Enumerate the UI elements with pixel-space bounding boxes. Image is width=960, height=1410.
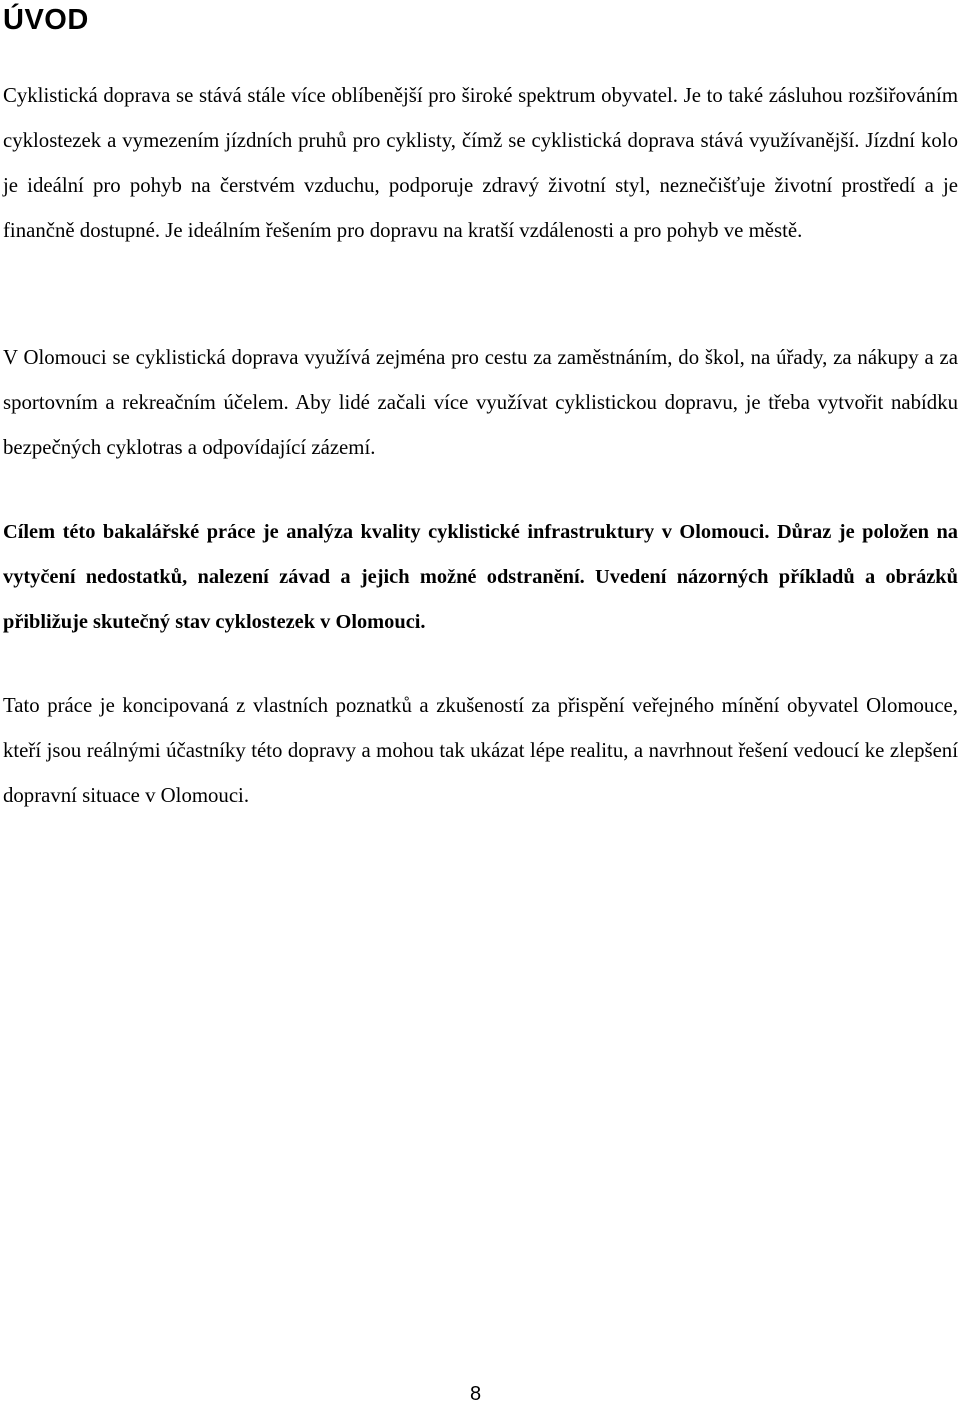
paragraph-thesis-goal: Cílem této bakalářské práce je analýza kvality cyklistické infrastruktury v Olomouci. Důraz je položen na vytyčení nedostatků, nalezení závad a jejich možné odstranění. Uvedení názorných příkladů a obrázků přibližuje skutečný stav cyklostezek v Olomouci.: [3, 521, 958, 633]
page-number: 8: [470, 1383, 482, 1405]
page-heading: ÚVOD: [3, 4, 89, 36]
paragraph-methodology: Tato práce je koncipovaná z vlastních poznatků a zkušeností za přispění veřejného mínění obyvatel Olomouce, kteří jsou reálnými účastníky této dopravy a mohou tak ukázat lépe realitu, a navrhnout řešení vedoucí ke zlepšení dopravní situace v Olomouci.: [3, 694, 958, 807]
paragraph-olomouc-usage: V Olomouci se cyklistická doprava využívá zejména pro cestu za zaměstnáním, do škol, na úřady, za nákupy a za sportovním a rekreačním účelem. Aby lidé začali více využívat cyklistickou dopravu, je třeba vytvořit nabídku bezpečných cyklotras a odpovídající zázemí.: [3, 346, 958, 459]
paragraph-intro: Cyklistická doprava se stává stále více oblíbenější pro široké spektrum obyvatel. Je to také zásluhou rozšiřováním cyklostezek a vymezením jízdních pruhů pro cyklisty, čímž se cyklistická doprava stává využívanější. Jízdní kolo je ideální pro pohyb na čerstvém vzduchu, podporuje zdravý životní styl, neznečišťuje životní prostředí a je finančně dostupné. Je ideálním řešením pro dopravu na kratší vzdálenosti a pro pohyb ve městě.: [3, 84, 958, 242]
